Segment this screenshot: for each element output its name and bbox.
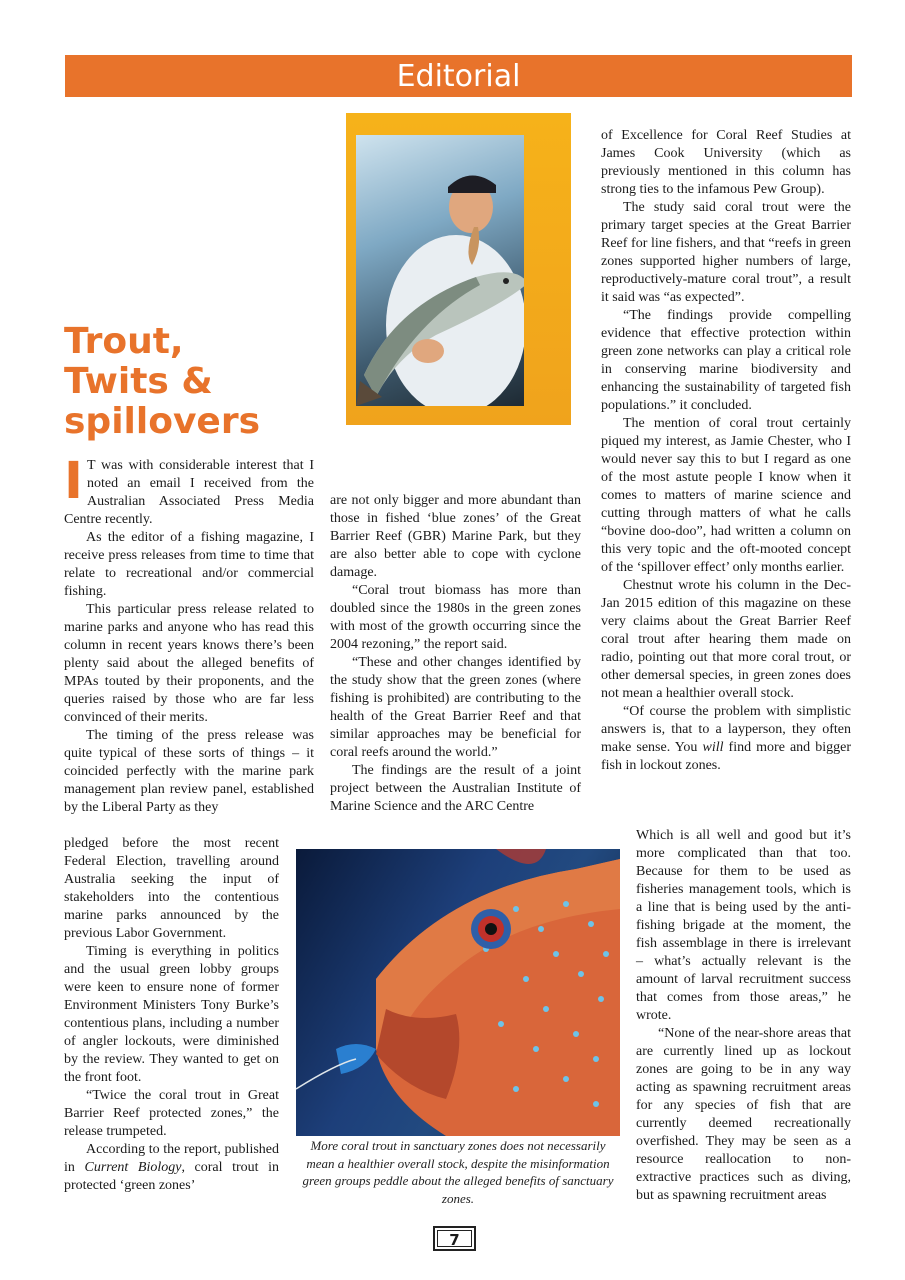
headline-line-3: spillovers xyxy=(64,401,261,442)
page-number: 7 xyxy=(433,1226,476,1251)
paragraph-text: T was with considerable interest that I noted an email I received from the Australian Associated Press Media Centre recently. xyxy=(64,458,314,527)
coral-trout-photo xyxy=(296,849,620,1136)
paragraph-text: “Of course the problem with simplistic answers is, that to a layperson, they often make sense. You xyxy=(601,704,851,755)
paragraph-text: , coral trout in protected ‘green zones’ xyxy=(64,1160,280,1193)
paragraph: of Excellence for Coral Reef Studies at James Cook University (which as previously mentioned in this column has strong ties to the infamous Pew Group). xyxy=(601,128,851,197)
article-column-3 xyxy=(601,127,851,775)
drop-cap: I xyxy=(64,452,83,511)
paragraph xyxy=(64,1141,279,1195)
article-column-3-continued xyxy=(636,827,851,1205)
paragraph: “These and other changes identified by the study show that the green zones (where fishing is prohibited) are contributing to the health of the Great Barrier Reef and that similar approaches may be beneficial for coral reefs around the world.” xyxy=(330,655,581,760)
article-column-2 xyxy=(330,492,581,816)
paragraph: Chestnut wrote his column in the Dec-Jan 2015 edition of this magazine on these very claims about the Great Barrier Reef coral trout after hearing them made on radio, pointing out that more coral trout, or other demersal species, in green zones does not mean a healthier overall stock. xyxy=(601,578,851,701)
paragraph: “Coral trout biomass has more than doubled since the 1980s in the green zones with most of the growth occurring since the 2004 rezoning,” the report said. xyxy=(330,583,581,652)
paragraph: The timing of the press release was quite typical of these sorts of things – it coincided perfectly with the marine park management plan review panel, established by the Liberal Party as they xyxy=(64,728,314,815)
paragraph: “The findings provide compelling evidence that effective protection within green zone networks can play a critical role in conserving marine biodiversity and enhancing the sustainability of targeted fish populations.” it concluded. xyxy=(601,308,851,413)
coral-trout-illustration xyxy=(296,849,620,1136)
paragraph: The study said coral trout were the primary target species at the Great Barrier Reef for line fishers, and that “reefs in green zones supported higher numbers of large, reproductively-mature coral trout”, a result it said was “as expected”. xyxy=(601,200,851,305)
paragraph: “Twice the coral trout in Great Barrier Reef protected zones,” the release trumpeted. xyxy=(64,1088,279,1139)
headline-line-1: Trout, xyxy=(64,321,184,362)
photo-caption: More coral trout in sanctuary zones does not necessarily mean a healthier overall stock, despite the misinformation green groups peddle about the alleged benefits of sanctuary zones. xyxy=(302,1138,614,1206)
paragraph: Timing is everything in politics and the usual green lobby groups were keen to ensure none of former Environment Ministers Tony Burke’s contentious plans, including a number of angler lockouts, were diminished by the review. They wanted to get on the front foot. xyxy=(64,944,279,1085)
headline-line-2: Twits & xyxy=(64,361,213,402)
section-banner: Editorial xyxy=(65,55,852,97)
paragraph: pledged before the most recent Federal Election, travelling around Australia seeking the input of stakeholders into the contentious marine parks announced by the previous Labor Government. xyxy=(64,836,279,941)
article-column-1 xyxy=(64,452,314,817)
paragraph-text: find more and bigger fish in lockout zones. xyxy=(601,740,851,773)
paragraph: The mention of coral trout certainly piqued my interest, as Jamie Chester, who I would never say this to but I regard as one of the most astute people I know when it comes to matters of marine science and cutting through matters of what he calls “bovine doo-doo”, had written a column on this very topic and the oft-mooted concept of the ‘spillover effect’ only months earlier. xyxy=(601,416,851,575)
paragraph-text: According to the report, published in xyxy=(64,1142,279,1175)
article-column-1-continued xyxy=(64,835,279,1195)
angler-photo-image xyxy=(356,135,524,406)
paragraph: As the editor of a fishing magazine, I receive press releases from time to time that relate to recreational and/or commercial fishing. xyxy=(64,530,314,599)
paragraph: are not only bigger and more abundant than those in fished ‘blue zones’ of the Great Barrier Reef (GBR) Marine Park, but they are also better able to cope with cyclone damage. xyxy=(330,493,581,580)
paragraph xyxy=(64,452,314,529)
angler-with-barramundi-illustration xyxy=(356,135,524,406)
paragraph: This particular press release related to marine parks and anyone who has read this column in recent years knows there’s been plenty said about the alleged benefits of MPAs touted by their proponents, and the queries raised by those who are far less convinced of their merits. xyxy=(64,602,314,725)
paragraph: The findings are the result of a joint project between the Australian Institute of Marine Science and the ARC Centre xyxy=(330,763,581,814)
emphasis: will xyxy=(702,740,724,755)
article-headline xyxy=(64,322,314,442)
paragraph: Which is all well and good but it’s more complicated than that too. Because for them to be used as fisheries management tools, which is a line that is being used by the anti-fishing brigade at the moment, the fish assemblage in there is irrelevant – what’s actually relevant is the amount of larval recruitment success that comes from those areas,” he wrote. xyxy=(636,828,851,1023)
paragraph: “None of the near-shore areas that are currently lined up as lockout zones are going to be in any way acting as spawning recruitment areas for any species of fish that are currently deemed recreationally overfished. They may be seen as a resource reallocation to non-extractive practices such as diving, but as spawning recruitment areas xyxy=(636,1026,851,1203)
journal-title: Current Biology xyxy=(84,1160,182,1175)
paragraph xyxy=(601,703,851,775)
angler-photo xyxy=(346,113,571,425)
